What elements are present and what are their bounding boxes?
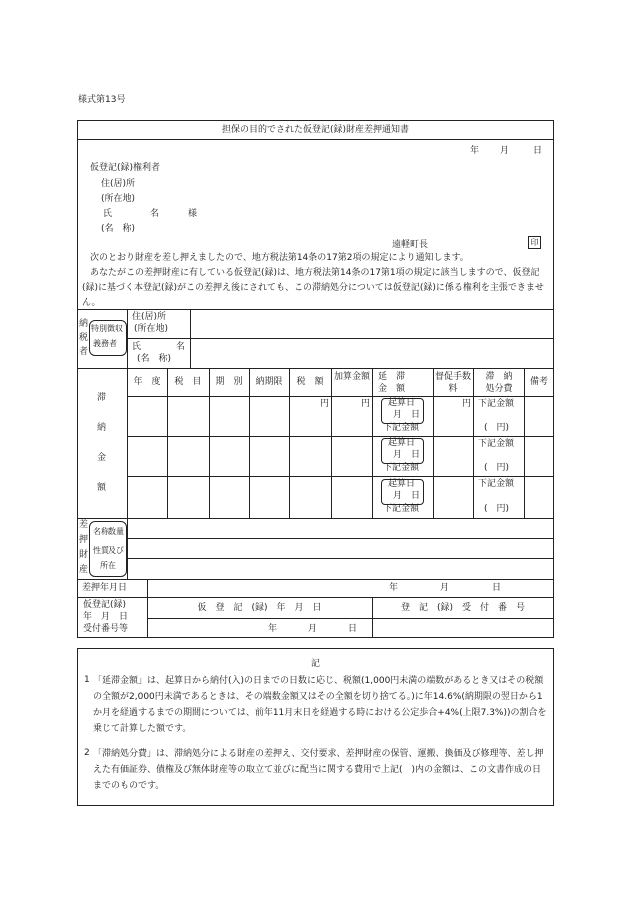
seized-side-2: 押: [79, 535, 89, 545]
seized-side-4: 産: [79, 565, 89, 575]
provisional-date-month: 月: [308, 624, 318, 634]
disposal-below-3: 下記金額: [478, 479, 515, 489]
seized-brace-4: 及び: [108, 546, 124, 555]
header-period: 期 別: [215, 377, 243, 387]
recipient-location: (所在地): [101, 194, 136, 204]
delinquent-bottom-line: [77, 518, 554, 519]
col-line-3: [249, 368, 250, 518]
col-line-7: [433, 368, 434, 518]
disposal-yen-3: ( 円): [484, 504, 510, 514]
row-line-1: [127, 436, 554, 437]
provisional-label-3: 受付番号等: [83, 624, 129, 634]
taxpayer-mid-line: [127, 338, 554, 339]
note-2-number: 2: [84, 748, 90, 758]
sender-name: 遠軽町長: [392, 240, 429, 250]
paragraph-2: あなたがこの差押財産に有している仮登記(録)は、地方税法第14条の17第1項の規定に該当しますので、仮登記(録)に基づく本登記(録)がこの差押え後にされても、この滞納処分については仮登記(録)に係る権利を主張できません。: [82, 268, 544, 308]
provisional-date-day: 日: [348, 624, 358, 634]
seized-brace-1: 名称: [93, 527, 109, 536]
delinquent-side-3: 金: [97, 453, 107, 463]
col-line-8: [473, 368, 474, 518]
provisional-mid-line: [147, 618, 554, 619]
form-number: 様式第13号: [78, 95, 126, 105]
delinquent-side-1: 滞: [97, 393, 107, 403]
late-below-2: 下記金額: [383, 463, 420, 473]
note-2-text: 「滞納処分費」は、滞納処分による財産の差押え、交付要求、差押財産の保管、運搬、換価及び修理等、差し押えた有価証券、債権及び無体財産等の取立て並びに配当に関する費用で上記( )内の金額は、この文書作成の日までのものです。: [93, 749, 544, 791]
title-divider: [77, 139, 554, 140]
recipient-heading: 仮登記(録)権利者: [90, 163, 161, 173]
late-month-day-2: 月 日: [393, 450, 421, 460]
header-surcharge: 加算金額: [334, 372, 371, 382]
header-row-line: [127, 396, 554, 397]
document-title: 担保の目的でされた仮登記(録)財産差押通知書: [221, 125, 410, 135]
recipient-name-a: 氏: [103, 209, 113, 219]
taxpayer-brace-bottom: 義務者: [93, 339, 117, 348]
disposal-below-2: 下記金額: [478, 439, 515, 449]
col-line-5: [331, 368, 332, 518]
taxpayer-top-line: [77, 309, 554, 310]
taxpayer-name-b: 名: [176, 342, 186, 352]
taxpayer-name-c: (名 称): [137, 354, 172, 364]
header-late: 延 滞 金 額: [378, 372, 406, 394]
disposal-yen-1: ( 円): [484, 423, 510, 433]
note-1-text: 「延滞金額」は、起算日から納付(入)の日までの日数に応じ、税額(1,000円未満の端数があるとき又はその税額の全額が2,000円未満であるときは、その端数金額又はその全額を切り捨てる。)に年14.6%(納期限の翌日から1か月を経過するまでの期間については、前年11月末日を経過する時における公定歩合+4%(上限7.3%))の割合を乗じて計算した額です。: [93, 676, 547, 734]
taxpayer-bottom-line: [77, 368, 554, 369]
taxpayer-char-a: 納: [79, 319, 89, 329]
taxpayer-brace-top: 特別徴収: [91, 324, 123, 333]
seized-brace-3: 性質: [93, 546, 109, 555]
yen-fee: 円: [461, 399, 471, 409]
seized-brace-2: 数量: [108, 527, 124, 536]
date-year: 年: [470, 146, 480, 156]
date-month: 月: [500, 146, 510, 156]
delinquent-side-2: 納: [97, 423, 107, 433]
late-calc-start-1: 起算日: [388, 398, 416, 408]
note-1-number: 1: [84, 675, 90, 685]
taxpayer-name-a: 氏: [132, 342, 142, 352]
taxpayer-address-label: 住(居)所: [132, 312, 167, 322]
yen-surcharge: 円: [360, 399, 370, 409]
row-line-2: [127, 476, 554, 477]
late-month-day-1: 月 日: [393, 410, 421, 420]
date-day: 日: [533, 146, 543, 156]
disposal-yen-2: ( 円): [484, 463, 510, 473]
provisional-cell-1: 仮 登 記 (録) 年 月 日: [197, 603, 322, 613]
notes-heading: 記: [310, 659, 320, 669]
late-below-1: 下記金額: [383, 423, 420, 433]
yen-amount: 円: [319, 399, 329, 409]
late-month-day-3: 月 日: [393, 491, 421, 501]
late-calc-start-2: 起算日: [388, 438, 416, 448]
seize-date-label: 差押年月日: [82, 583, 128, 593]
header-due: 納期限: [255, 377, 283, 387]
header-disposal: 滞 納 処分費: [485, 372, 513, 394]
recipient-address: 住(居)所: [101, 179, 136, 189]
header-fee: 督促手数料: [435, 372, 472, 394]
disposal-below-1: 下記金額: [478, 399, 515, 409]
seized-row-line-2: [127, 558, 554, 559]
col-line-9: [524, 368, 525, 518]
taxpayer-location-label: (所在地): [134, 324, 169, 334]
seal-mark: 印: [528, 236, 541, 249]
header-year: 年 度: [133, 377, 161, 387]
seized-side-line: [127, 518, 128, 579]
seized-brace-5: 所在: [100, 561, 116, 570]
seize-date-year: 年: [389, 583, 399, 593]
seize-date-bottom-line: [77, 597, 554, 598]
late-below-3: 下記金額: [383, 504, 420, 514]
col-line-6: [372, 368, 373, 518]
taxpayer-char-c: 者: [79, 347, 89, 357]
header-amount: 税 額: [296, 377, 324, 387]
provisional-label-2: 年 月 日: [83, 612, 129, 622]
taxpayer-char-b: 税: [79, 333, 89, 343]
col-line-4: [289, 368, 290, 518]
recipient-title-label: (名 称): [101, 224, 136, 234]
provisional-date-year: 年: [268, 624, 278, 634]
col-line-1: [167, 368, 168, 518]
header-remarks: 備考: [529, 377, 548, 387]
col-line-2: [209, 368, 210, 518]
seized-row-line-1: [127, 538, 554, 539]
seize-date-day: 日: [492, 583, 502, 593]
header-tax: 税 目: [174, 377, 202, 387]
provisional-label-1: 仮登記(録): [83, 600, 127, 610]
paragraph-1: 次のとおり財産を差し押えましたので、地方税法第14条の17第2項の規定により通知します。: [90, 253, 469, 263]
delinquent-side-line: [127, 368, 128, 518]
seize-date-month: 月: [440, 583, 450, 593]
late-calc-start-3: 起算日: [388, 479, 416, 489]
seized-side-1: 差: [79, 520, 89, 530]
seized-bottom-line: [77, 579, 554, 580]
seized-side-3: 財: [79, 550, 89, 560]
recipient-name-b: 名: [150, 209, 160, 219]
provisional-cell-2: 登 記 (録) 受 付 番 号: [400, 603, 526, 613]
delinquent-side-4: 額: [97, 483, 107, 493]
recipient-sama: 様: [188, 209, 198, 219]
